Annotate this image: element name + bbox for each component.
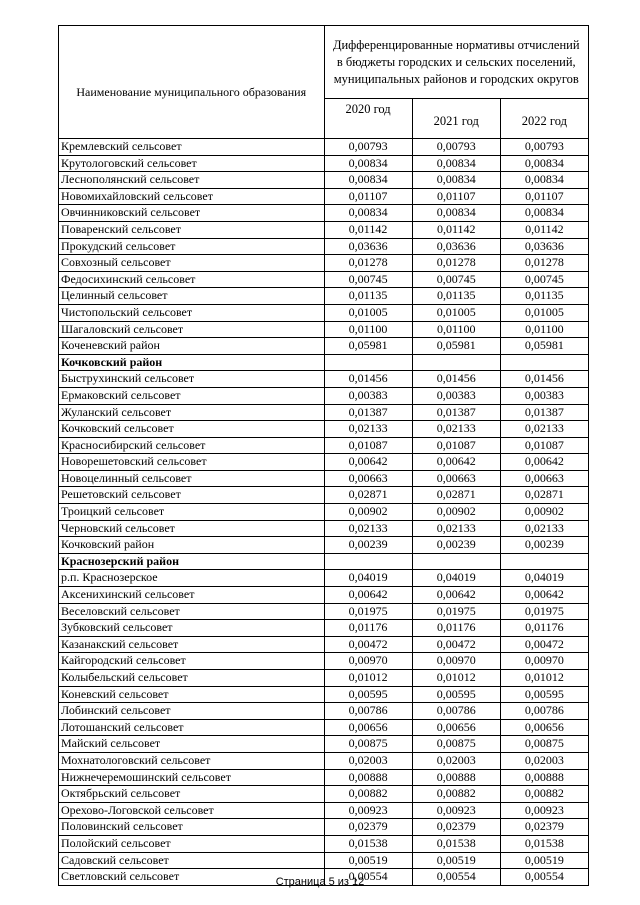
municipality-name: Кочковский район [59,537,325,554]
norm-value-2021: 0,01538 [412,835,500,852]
norm-value-2021: 0,00888 [412,769,500,786]
municipality-name: Решетовский сельсовет [59,487,325,504]
municipality-name: Казанакский сельсовет [59,636,325,653]
norm-value-2022: 0,00834 [500,205,588,222]
norm-value-2022: 0,00642 [500,587,588,604]
municipality-name: Крутологовский сельсовет [59,155,325,172]
norm-value-2022: 0,02133 [500,520,588,537]
norm-value-2020: 0,02003 [324,752,412,769]
table-row [59,454,589,471]
norm-value-2020: 0,00834 [324,205,412,222]
norm-value-2022: 0,01975 [500,603,588,620]
header-year-2022: 2022 год [500,99,588,139]
norm-value-2021: 0,03636 [412,238,500,255]
municipality-name: Овчинниковский сельсовет [59,205,325,222]
norm-value-2022: 0,01387 [500,404,588,421]
norm-value-2021: 0,01456 [412,371,500,388]
municipality-name: Совхозный сельсовет [59,255,325,272]
municipality-name: Лотошанский сельсовет [59,719,325,736]
norm-value-2022: 0,00239 [500,537,588,554]
norm-value-2022: 0,01012 [500,670,588,687]
norm-value-2022: 0,00383 [500,387,588,404]
norm-value-2021: 0,01387 [412,404,500,421]
norm-value-2022: 0,01135 [500,288,588,305]
norm-value-2022: 0,00970 [500,653,588,670]
empty-cell [324,553,412,570]
norm-value-2020: 0,00656 [324,719,412,736]
municipality-name: Новомихайловский сельсовет [59,188,325,205]
norm-value-2021: 0,00595 [412,686,500,703]
table-row [59,620,589,637]
norm-value-2021: 0,00663 [412,470,500,487]
norm-value-2021: 0,02133 [412,421,500,438]
header-year-2021: 2021 год [412,99,500,139]
municipality-name: Черновский сельсовет [59,520,325,537]
municipality-name: Садовский сельсовет [59,852,325,869]
table-row [59,653,589,670]
norm-value-2020: 0,00888 [324,769,412,786]
norm-value-2020: 0,00745 [324,271,412,288]
table-row [59,636,589,653]
municipality-name: Мохнатологовский сельсовет [59,752,325,769]
municipality-name: Орехово-Логовской сельсовет [59,802,325,819]
norm-value-2020: 0,01387 [324,404,412,421]
norm-value-2021: 0,01100 [412,321,500,338]
municipality-name: Лобинский сельсовет [59,703,325,720]
table-row [59,321,589,338]
norm-value-2022: 0,02133 [500,421,588,438]
municipality-name: Полойский сельсовет [59,835,325,852]
municipality-name: р.п. Краснозерское [59,570,325,587]
table-row [59,802,589,819]
municipality-name: Октябрьский сельсовет [59,786,325,803]
table-row [59,786,589,803]
norm-value-2022: 0,01456 [500,371,588,388]
norm-value-2021: 0,00834 [412,205,500,222]
norm-value-2021: 0,02003 [412,752,500,769]
norm-value-2022: 0,00793 [500,139,588,156]
norm-value-2020: 0,01975 [324,603,412,620]
norm-value-2020: 0,01012 [324,670,412,687]
section-title: Краснозерский район [59,553,325,570]
table-row [59,769,589,786]
municipality-name: Прокудский сельсовет [59,238,325,255]
norm-value-2021: 0,00902 [412,504,500,521]
norm-value-2020: 0,00383 [324,387,412,404]
norm-value-2021: 0,05981 [412,338,500,355]
norm-value-2022: 0,04019 [500,570,588,587]
norm-value-2020: 0,02133 [324,520,412,537]
table-row [59,686,589,703]
norm-value-2022: 0,00902 [500,504,588,521]
table-row [59,852,589,869]
norm-value-2020: 0,01100 [324,321,412,338]
table-row [59,819,589,836]
norm-value-2022: 0,01107 [500,188,588,205]
norms-table [58,25,589,886]
norm-value-2020: 0,01176 [324,620,412,637]
norm-value-2020: 0,01538 [324,835,412,852]
municipality-name: Майский сельсовет [59,736,325,753]
table-row [59,139,589,156]
norm-value-2021: 0,00519 [412,852,500,869]
municipality-name: Зубковский сельсовет [59,620,325,637]
norm-value-2022: 0,00595 [500,686,588,703]
norm-value-2022: 0,00875 [500,736,588,753]
norm-value-2022: 0,00519 [500,852,588,869]
municipality-name: Чистопольский сельсовет [59,304,325,321]
norm-value-2022: 0,00923 [500,802,588,819]
norm-value-2021: 0,01012 [412,670,500,687]
norm-value-2022: 0,00834 [500,155,588,172]
municipality-name: Новорешетовский сельсовет [59,454,325,471]
norm-value-2022: 0,00656 [500,719,588,736]
norm-value-2022: 0,01100 [500,321,588,338]
municipality-name: Колыбельский сельсовет [59,670,325,687]
norm-value-2021: 0,00834 [412,172,500,189]
norm-value-2020: 0,01142 [324,221,412,238]
norm-value-2021: 0,00383 [412,387,500,404]
municipality-name: Новоцелинный сельсовет [59,470,325,487]
norm-value-2021: 0,01278 [412,255,500,272]
norm-value-2020: 0,01135 [324,288,412,305]
municipality-name: Кайгородский сельсовет [59,653,325,670]
norm-value-2021: 0,00875 [412,736,500,753]
table-row [59,205,589,222]
norm-value-2022: 0,01176 [500,620,588,637]
norm-value-2021: 0,00472 [412,636,500,653]
table-row [59,221,589,238]
norm-value-2021: 0,02133 [412,520,500,537]
header-year-2020: 2020 год [324,99,412,139]
norm-value-2021: 0,04019 [412,570,500,587]
norm-value-2021: 0,00745 [412,271,500,288]
norm-value-2022: 0,03636 [500,238,588,255]
section-row [59,354,589,371]
table-row [59,537,589,554]
norm-value-2020: 0,01456 [324,371,412,388]
municipality-name: Троицкий сельсовет [59,504,325,521]
norm-value-2021: 0,01135 [412,288,500,305]
table-row [59,271,589,288]
table-row [59,703,589,720]
norm-value-2020: 0,01278 [324,255,412,272]
norm-value-2020: 0,01087 [324,437,412,454]
municipality-name: Ермаковский сельсовет [59,387,325,404]
norm-value-2021: 0,00882 [412,786,500,803]
norm-value-2021: 0,00923 [412,802,500,819]
table-row [59,155,589,172]
empty-cell [412,553,500,570]
norm-value-2020: 0,00923 [324,802,412,819]
norm-value-2021: 0,02871 [412,487,500,504]
table-row [59,387,589,404]
norm-value-2020: 0,00875 [324,736,412,753]
empty-cell [412,354,500,371]
norm-value-2020: 0,01107 [324,188,412,205]
table-row [59,172,589,189]
norm-value-2020: 0,00472 [324,636,412,653]
municipality-name: Светловский сельсовет [59,869,325,886]
header-row [59,26,589,99]
norm-value-2021: 0,01176 [412,620,500,637]
norm-value-2022: 0,02871 [500,487,588,504]
municipality-name: Веселовский сельсовет [59,603,325,620]
table-row [59,504,589,521]
norm-value-2020: 0,00642 [324,454,412,471]
norm-value-2022: 0,00554 [500,869,588,886]
table-row [59,587,589,604]
table-row [59,670,589,687]
municipality-name: Шагаловский сельсовет [59,321,325,338]
table-row [59,835,589,852]
municipality-name: Федосихинский сельсовет [59,271,325,288]
municipality-name: Поваренский сельсовет [59,221,325,238]
norm-value-2020: 0,00902 [324,504,412,521]
norm-value-2021: 0,00642 [412,454,500,471]
norm-value-2020: 0,05981 [324,338,412,355]
municipality-name: Целинный сельсовет [59,288,325,305]
norm-value-2021: 0,00834 [412,155,500,172]
table-row [59,437,589,454]
municipality-name: Красносибирский сельсовет [59,437,325,454]
norm-value-2022: 0,01087 [500,437,588,454]
table-row [59,421,589,438]
norm-value-2020: 0,02133 [324,421,412,438]
norm-value-2022: 0,01278 [500,255,588,272]
table-row [59,404,589,421]
municipality-name: Аксенихинский сельсовет [59,587,325,604]
table-row [59,520,589,537]
norm-value-2021: 0,00656 [412,719,500,736]
table-row [59,487,589,504]
norm-value-2020: 0,00554 [324,869,412,886]
norm-value-2021: 0,00786 [412,703,500,720]
empty-cell [500,553,588,570]
norm-value-2022: 0,01142 [500,221,588,238]
norm-value-2022: 0,00888 [500,769,588,786]
header-name-col: Наименование муниципального образования [59,26,325,139]
empty-cell [500,354,588,371]
norm-value-2021: 0,00793 [412,139,500,156]
norm-value-2020: 0,04019 [324,570,412,587]
empty-cell [324,354,412,371]
table-row [59,752,589,769]
norm-value-2022: 0,00786 [500,703,588,720]
norm-value-2022: 0,01005 [500,304,588,321]
table-row [59,371,589,388]
norm-value-2020: 0,02379 [324,819,412,836]
norm-value-2020: 0,00834 [324,155,412,172]
norm-value-2021: 0,01107 [412,188,500,205]
norm-value-2022: 0,01538 [500,835,588,852]
norm-value-2020: 0,03636 [324,238,412,255]
table-row [59,570,589,587]
norm-value-2022: 0,05981 [500,338,588,355]
table-row [59,603,589,620]
norm-value-2022: 0,00663 [500,470,588,487]
municipality-name: Жуланский сельсовет [59,404,325,421]
norm-value-2020: 0,00519 [324,852,412,869]
norm-value-2021: 0,01005 [412,304,500,321]
norm-value-2021: 0,01142 [412,221,500,238]
table-row [59,736,589,753]
table-row [59,238,589,255]
table-row [59,255,589,272]
header-group-title: Дифференцированные нормативы отчислений в бюджеты городских и сельских поселений, муниципальных районов и городских округов [324,26,589,99]
norm-value-2022: 0,00642 [500,454,588,471]
table-row [59,338,589,355]
municipality-name: Кочковский сельсовет [59,421,325,438]
table-body [59,139,589,886]
norm-value-2020: 0,00882 [324,786,412,803]
municipality-name: Коневский сельсовет [59,686,325,703]
norm-value-2021: 0,00554 [412,869,500,886]
norm-value-2022: 0,02003 [500,752,588,769]
norm-value-2020: 0,00970 [324,653,412,670]
norm-value-2021: 0,00970 [412,653,500,670]
norm-value-2021: 0,00239 [412,537,500,554]
norm-value-2021: 0,00642 [412,587,500,604]
norm-value-2022: 0,00834 [500,172,588,189]
norm-value-2022: 0,00472 [500,636,588,653]
norm-value-2020: 0,01005 [324,304,412,321]
section-title: Кочковский район [59,354,325,371]
norm-value-2022: 0,02379 [500,819,588,836]
page-number: Страница 5 из 12 [275,876,365,888]
norm-value-2020: 0,00834 [324,172,412,189]
norm-value-2020: 0,00663 [324,470,412,487]
table-row [59,304,589,321]
norm-value-2022: 0,00882 [500,786,588,803]
norm-value-2021: 0,02379 [412,819,500,836]
norm-value-2021: 0,01087 [412,437,500,454]
municipality-name: Быструхинский сельсовет [59,371,325,388]
norm-value-2021: 0,01975 [412,603,500,620]
municipality-name: Коченевский район [59,338,325,355]
municipality-name: Леснополянский сельсовет [59,172,325,189]
norm-value-2020: 0,00642 [324,587,412,604]
municipality-name: Нижнечеремошинский сельсовет [59,769,325,786]
norm-value-2020: 0,00239 [324,537,412,554]
table-row [59,188,589,205]
norm-value-2022: 0,00745 [500,271,588,288]
municipality-name: Половинский сельсовет [59,819,325,836]
norm-value-2020: 0,00786 [324,703,412,720]
section-row [59,553,589,570]
norm-value-2020: 0,02871 [324,487,412,504]
norm-value-2020: 0,00595 [324,686,412,703]
norm-value-2020: 0,00793 [324,139,412,156]
table-row [59,470,589,487]
table-row [59,719,589,736]
municipality-name: Кремлевский сельсовет [59,139,325,156]
table-row [59,288,589,305]
